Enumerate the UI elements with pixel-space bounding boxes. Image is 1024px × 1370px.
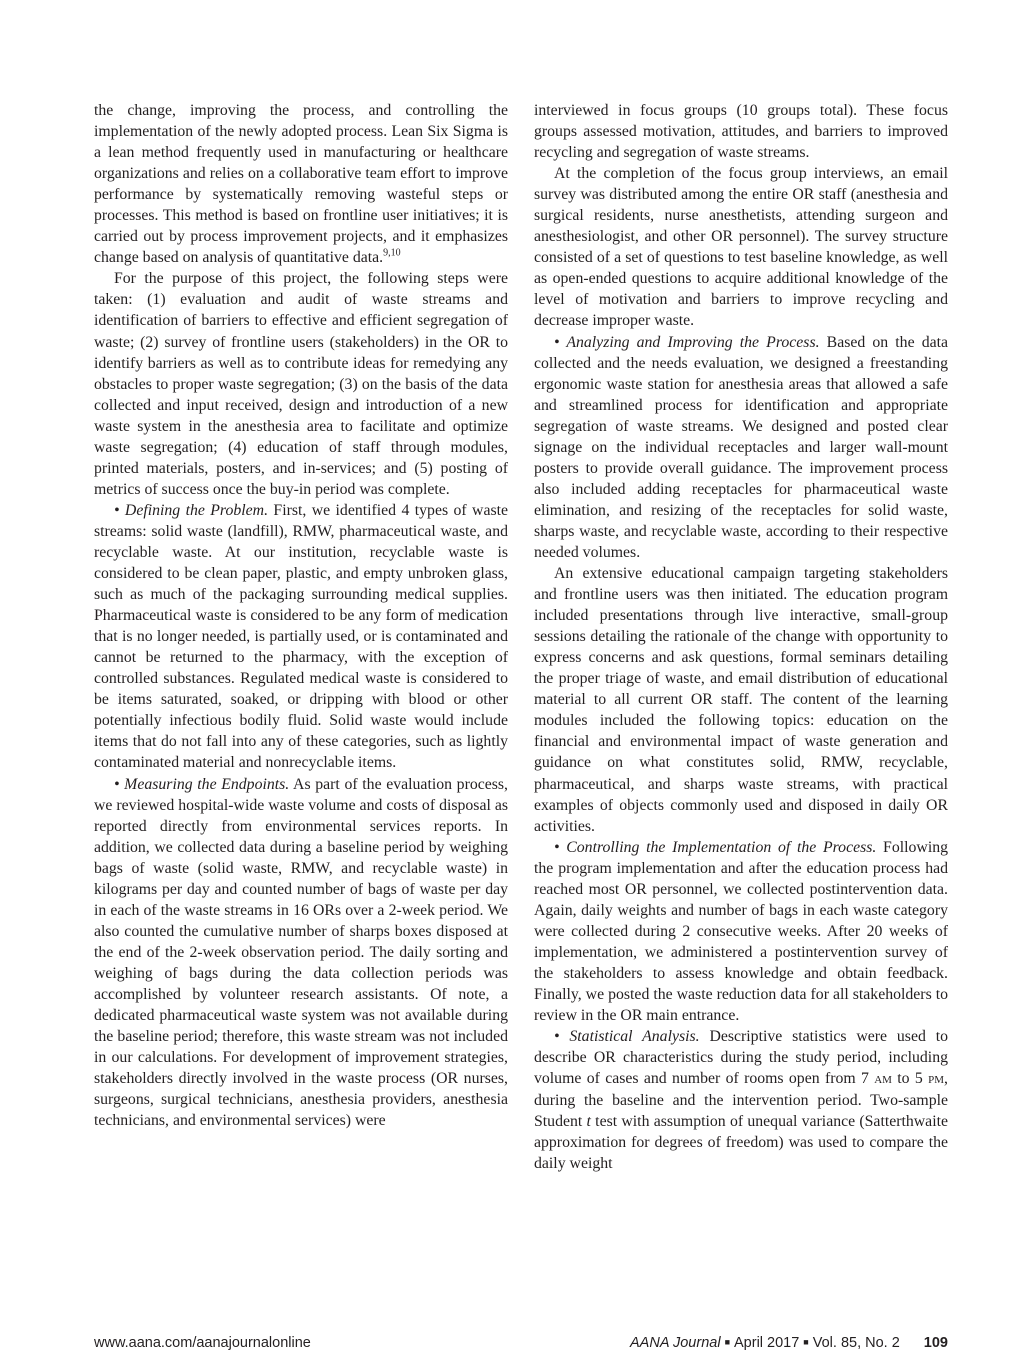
right-column bbox=[534, 100, 948, 1174]
section-heading-controlling-implementation: • Controlling the Implementation of the Process. bbox=[554, 838, 877, 856]
paragraph: • Controlling the Implementation of the Process. Following the program implementation and after the education process had reached most OR personnel, we collected postintervention data. Again, daily weights and number of bags in each waste category were collected during 2 consecutive weeks. After 20 weeks of implementation, we administered a postintervention survey of the stakeholders to assess knowledge and obtain feedback. Finally, we posted the waste reduction data for all stakeholders to review in the OR main entrance. bbox=[534, 838, 949, 1025]
article-body bbox=[94, 100, 948, 1280]
paragraph: interviewed in focus groups (10 groups total). These focus groups assessed motivation, attitudes, and barriers to improved recycling and segregation of waste streams. bbox=[534, 102, 948, 162]
paragraph: the change, improving the process, and controlling the implementation of the newly adopted process. Lean Six Sigma is a lean method frequently used in manufacturing or healthcare organizations and relies on a collaborative team effort to improve performance by systematically removing wasteful steps or processes. This method is based on frontline user initiatives; it is carried out by process improvement projects, and it emphasizes change based on analysis of quantitative data.$^{9,10}$ bbox=[94, 102, 508, 267]
paragraph: At the completion of the focus group interviews, an email survey was distributed among the entire OR staff (anesthesia and surgical residents, nurse anesthetists, attending surgeon and anesthesiologist, and other OR personnel). The survey structure consisted of a set of questions to test baseline knowledge, as well as open-ended questions to acquire additional knowledge of the level of motivation and barriers to improve recycling and decrease improper waste. bbox=[534, 165, 948, 330]
section-heading-analyzing-improving: • Analyzing and Improving the Process. bbox=[554, 333, 820, 351]
left-column bbox=[94, 100, 508, 1131]
journal-name: AANA Journal bbox=[630, 1335, 721, 1351]
paragraph: • Statistical Analysis. Descriptive statistics were used to describe OR characteristics during the study period, including volume of cases and number of rooms open from 7 am to 5 pm, during the baseline and the intervention period. Two-sample Student t test with assumption of unequal variance (Satterthwaite approximation for degrees of freedom) was used to compare the daily weight bbox=[534, 1028, 949, 1173]
paragraph: • Defining the Problem. First, we identified 4 types of waste streams: solid waste (landfill), RMW, pharmaceutical waste, and recyclable waste. At our institution, recyclable waste is considered to be clean paper, plastic, and empty unbroken glass, such as much of the packaging surrounding medical supplies. Pharmaceutical waste is considered to be any form of medication that is no longer needed, is partially used, or is contaminated and cannot be returned to the pharmacy, with the exception of controlled substances. Regulated medical waste is considered to be items saturated, soaked, or dripping with blood or other potentially infectious bodily fluid. Solid waste would include items that do not fall into any of these categories, such as lightly contaminated material and nonrecyclable items. bbox=[94, 501, 508, 772]
volume-issue: Vol. 85, No. 2 bbox=[812, 1335, 900, 1351]
paragraph: • Analyzing and Improving the Process. Based on the data collected and the needs evaluation, we designed a freestanding ergonomic waste station for anesthesia areas that allowed a safe and streamlined process for identification and appropriate segregation of waste streams. We designed and posted clear signage on the individual receptacles and larger wall-mount posters to provide overall guidance. The improvement process also included adding receptacles for pharmaceutical waste elimination, and resizing of the receptacles for solid waste, sharps waste, and recyclable waste, according to their respective needed volumes. bbox=[534, 333, 949, 561]
issue-date: April 2017 bbox=[734, 1335, 800, 1351]
page-number: 109 bbox=[923, 1335, 948, 1351]
separator-square: ■ bbox=[803, 1337, 809, 1347]
paragraph: An extensive educational campaign targeting stakeholders and frontline users was then initiated. The education program included presentations through live interactive, small-group sessions detailing the rationale of the change with opportunity to express concerns and ask questions, formal seminars detailing the proper triage of waste, and email distribution of educational material to all current OR staff. The content of the learning modules included the following topics: education on the financial and environmental impact of waste generation and guidance on what constitutes solid, RMW, recyclable, pharmaceutical, and sharps waste streams, with practical examples of objects commonly used and disposed in daily OR activities. bbox=[534, 565, 948, 835]
journal-url[interactable]: www.aana.com/aanajournalonline bbox=[94, 1335, 311, 1351]
journal-citation bbox=[630, 1335, 948, 1351]
separator-square: ■ bbox=[724, 1337, 730, 1347]
section-heading-defining-problem: • Defining the Problem. bbox=[114, 501, 269, 519]
section-heading-measuring-endpoints: • Measuring the Endpoints. bbox=[114, 775, 290, 793]
paragraph: For the purpose of this project, the following steps were taken: (1) evaluation and audit of waste streams and identification of barriers to effective and efficient segregation of waste; (2) survey of frontline users (stakeholders) in the OR to identify barriers as well as to contribute ideas for remedying any obstacles to proper waste segregation; (3) on the basis of the data collected and input received, design and introduction of a new waste system in the anesthesia area to facilitate and optimize waste segregation; (4) education of staff through modules, printed materials, posters, and in-services; and (5) posting of metrics of success once the buy-in period was complete. bbox=[94, 270, 508, 498]
reference-superscript: 9,10 bbox=[383, 248, 401, 260]
section-heading-statistical-analysis: • Statistical Analysis. bbox=[554, 1028, 700, 1046]
page-footer bbox=[94, 1335, 948, 1357]
paragraph: • Measuring the Endpoints. As part of the evaluation process, we reviewed hospital-wide waste volume and costs of disposal as reported directly from environmental services reports. In addition, we collected data during a baseline period by weighing bags of waste (solid waste, RMW, and recyclable waste) in kilograms per day and counted number of bags of waste per day in each of the waste streams in 16 ORs over a 2-week period. We also counted the cumulative number of sharps boxes disposed at the end of the 2-week observation period. The daily sorting and weighing of bags during the data collection periods was accomplished by volunteer research assistants. Of note, a dedicated pharmaceutical waste system was not available during the baseline period; therefore, this waste stream was not included in our calculations. For development of improvement strategies, stakeholders directly involved in the waste process (OR nurses, surgeons, surgical technicians, anesthesia providers, anesthesia technicians, and environmental services) were bbox=[94, 775, 508, 1130]
